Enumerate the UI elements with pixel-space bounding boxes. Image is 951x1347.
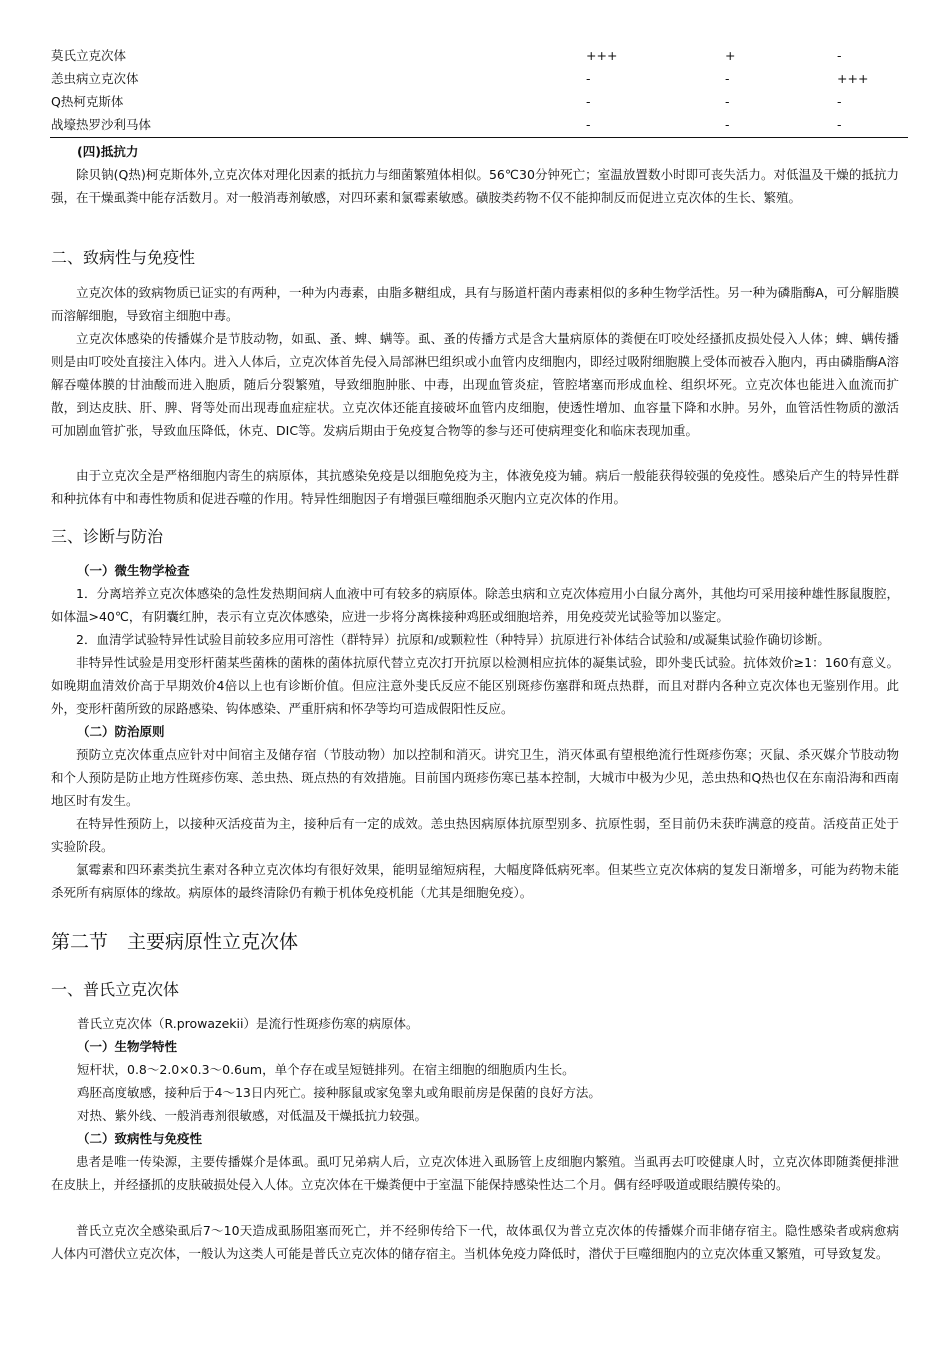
section-title-prowazekii: 一、普氏立克次体 <box>51 980 180 999</box>
table-row <box>50 67 908 90</box>
subsection-title-lab-exam: （一）微生物学检查 <box>77 563 190 578</box>
paragraph-transmission: 立克次体感染的传播媒介是节肢动物，如虱、蚤、蜱、螨等。虱、蚤的传播方式是含大量病原体的粪便在叮咬处经搔抓皮损处侵入人体；蜱、螨传播则是由叮咬处直接注入体内。进入人体后，立克次体首先侵入局部淋巴组织或小血管内皮细胞内，即经过吸附细胞膜上受体而被吞入胞内，再由磷脂酶A溶解吞噬体膜的甘油酸而进入胞质，随后分裂繁殖，导致细胞肿胀、中毒，出现血管炎症，管腔堵塞而形成血栓、组织坏死。立克次体也能进入血流而扩散，到达皮肤、肝、脾、肾等处而出现毒血症症状。立克次体还能直接破坏血管内皮细胞，使透性增加、血容量下降和水肿。另外，血管活性物质的激活可加剧血管扩张，导致血压降低，休克、DIC等。发病后期由于免疫复合物等的参与还可使病理变化和临床表现加重。 <box>51 331 899 438</box>
table-cell: - <box>725 94 730 109</box>
paragraph-antibiotics: 氯霉素和四环素类抗生素对各种立克次体均有很好效果，能明显缩短病程，大幅度降低病死率。但某些立克次体病的复发日渐增多，可能为药物未能杀死所有病原体的缘故。病原体的最终清除仍有赖于机体免疫机能（尤其是细胞免疫）。 <box>51 862 899 900</box>
biology-line-morphology: 短杆状，0.8～2.0×0.3～0.6um，单个存在或呈短链排列。在宿主细胞的细胞质内生长。 <box>77 1062 575 1077</box>
table-cell-name: 莫氏立克次体 <box>51 48 127 63</box>
table-cell: - <box>725 71 730 86</box>
table-cell: +++ <box>586 48 618 63</box>
table-bottom-rule <box>50 137 908 138</box>
paragraph-isolation: 1．分离培养立克次体感染的急性发热期间病人血液中可有较多的病原体。除恙虫病和立克次体痘用小白鼠分离外，其他均可采用接种雄性豚鼠腹腔，如体温>40℃，有阴囊红肿，表示有立克次体感染，应进一步将分离株接种鸡胚或细胞培养，用免疫荧光试验等加以鉴定。 <box>51 586 899 624</box>
paragraph-prowazekii-intro: 普氏立克次体（R.prowazekii）是流行性斑疹伤寒的病原体。 <box>77 1016 419 1031</box>
table-row <box>50 90 908 113</box>
table-cell: - <box>586 117 591 132</box>
paragraph-vaccine: 在特异性预防上，以接种灭活疫苗为主，接种后有一定的成效。恙虫热因病原体抗原型别多、抗原性弱，至目前仍未获昨满意的疫苗。活疫苗正处于实验阶段。 <box>51 816 899 854</box>
subsection-title-resistance: (四)抵抗力 <box>77 144 139 159</box>
subsection-title-biology: （一）生物学特性 <box>77 1039 178 1054</box>
table-cell-name: Q热柯克斯体 <box>51 94 124 109</box>
paragraph-nonspecific-test: 非特异性试验是用变形杆菌某些菌株的菌株的菌体抗原代替立克次打开抗原以检测相应抗体的凝集试验，即外斐氏试验。抗体效价≥1：160有意义。如晚期血清效价高于早期效价4倍以上也有诊断价值。但应注意外斐氏反应不能区别斑疹伤塞群和斑点热群，而且对群内各种立克次体也无鉴别作用。此外，变形杆菌所致的尿路感染、钩体感染、严重肝病和怀孕等均可造成假阳性反应。 <box>51 655 899 716</box>
section-title-diagnosis: 三、诊断与防治 <box>51 527 164 546</box>
table-cell: - <box>725 117 730 132</box>
paragraph-serology: 2．血清学试验特异性试验目前较多应用可溶性（群特异）抗原和/或颗粒性（种特异）抗原进行补体结合试验和/或凝集试验作确切诊断。 <box>76 632 830 647</box>
paragraph-prevention: 预防立克次体重点应针对中间宿主及储存宿（节肢动物）加以控制和消灭。讲究卫生，消灭体虱有望根绝流行性斑疹伤寒；灭鼠、杀灭媒介节肢动物和个人预防是防止地方性斑疹伤寒、恙虫热、斑点热的有效措施。目前国内斑疹伤寒已基本控制，大城市中极为少见，恙虫热和Q热也仅在东南沿海和西南地区时有发生。 <box>51 747 899 808</box>
table-cell: + <box>725 48 736 63</box>
table-cell: +++ <box>837 71 869 86</box>
paragraph-source-of-infection: 患者是唯一传染源，主要传播媒介是体虱。虱叮兄弟病人后，立克次体进入虱肠管上皮细胞内繁殖。当虱再去叮咬健康人时，立克次体即随粪便排泄在皮肤上，并经搔抓的皮肤破损处侵入人体。立克次体在干燥粪便中于室温下能保持感染性达二个月。偶有经呼吸道或眼结膜传染的。 <box>51 1154 899 1192</box>
table-cell: - <box>837 117 842 132</box>
section-title-pathogenicity: 二、致病性与免疫性 <box>51 248 196 267</box>
paragraph-resistance: 除贝钠(Q热)柯克斯体外,立克次体对理化因素的抵抗力与细菌繁殖体相似。56℃30分钟死亡；室温放置数小时即可丧失活力。对低温及干燥的抵抗力强，在干燥虱粪中能存活数月。对一般消毒剂敏感，对四环素和氯霉素敏感。磺胺类药物不仅不能抑制反而促进立克次体的生长、繁殖。 <box>51 167 899 205</box>
paragraph-reservoir: 普氏立克次全感染虱后7～10天造成虱肠阻塞而死亡，并不经卵传给下一代，故体虱仅为普立克次体的传播媒介而非储存宿主。隐性感染者或病愈病人体内可潜伏立克次体，一般认为这类人可能是普氏立克次体的储存宿主。当机体免疫力降低时，潜伏于巨噬细胞内的立克次体重又繁殖，可导致复发。 <box>51 1223 899 1261</box>
paragraph-immunity: 由于立克次全是严格细胞内寄生的病原体，其抗感染免疫是以细胞免疫为主，体液免疫为辅。病后一般能获得较强的免疫性。感染后产生的特异性群和种抗体有中和毒性物质和促进吞噬的作用。特异性细胞因子有增强巨噬细胞杀灭胞内立克次体的作用。 <box>51 468 899 506</box>
reaction-table <box>50 44 908 136</box>
table-row <box>50 44 908 67</box>
chapter-section-title: 第二节 主要病原性立克次体 <box>51 931 299 953</box>
biology-line-culture: 鸡胚高度敏感，接种后于4～13日内死亡。接种豚鼠或家兔睾丸或角眼前房是保菌的良好方法。 <box>77 1085 601 1100</box>
table-cell-name: 战壕热罗沙利马体 <box>51 117 152 132</box>
table-row <box>50 113 908 136</box>
table-cell: - <box>837 94 842 109</box>
table-cell: - <box>586 94 591 109</box>
paragraph-pathogenic-substances: 立克次体的致病物质已证实的有两种，一种为内毒素，由脂多糖组成，具有与肠道杆菌内毒素相似的多种生物学活性。另一种为磷脂酶A，可分解脂膜而溶解细胞，导致宿主细胞中毒。 <box>51 285 899 323</box>
subsection-title-prevention: （二）防治原则 <box>77 724 165 739</box>
table-cell-name: 恙虫病立克次体 <box>51 71 139 86</box>
subsection-title-pathogenicity: （二）致病性与免疫性 <box>77 1131 203 1146</box>
biology-line-resistance: 对热、紫外线、一般消毒剂很敏感，对低温及干燥抵抗力较强。 <box>77 1108 428 1123</box>
table-cell: - <box>586 71 591 86</box>
table-cell: - <box>837 48 842 63</box>
